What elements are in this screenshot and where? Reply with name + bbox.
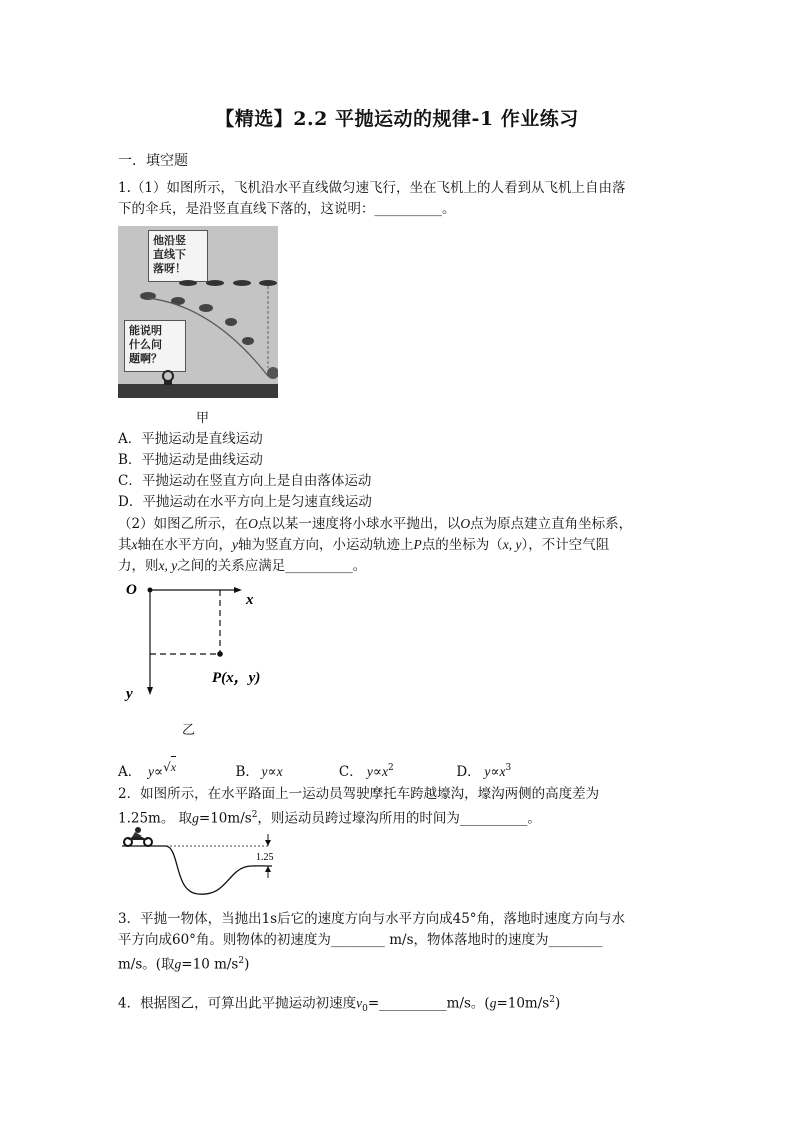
q1-part2-line3 xyxy=(118,555,366,577)
text-span: =10m/s xyxy=(198,810,252,827)
math-superscript: 2 xyxy=(549,995,555,1005)
text-span: 4．根据图乙，可算出此平抛运动初速度 xyxy=(118,995,357,1012)
photo-drawing xyxy=(118,226,278,398)
text-span: （2）如图乙所示，在 xyxy=(118,516,249,532)
text-span: ，则运动员跨过壕沟所用的时间为__________。 xyxy=(257,810,541,827)
math-symbol: x, y xyxy=(158,558,178,573)
text-span: 点的坐标为（ xyxy=(421,537,503,553)
q1-part2-line1 xyxy=(118,513,632,535)
math-symbol: x xyxy=(499,763,506,779)
q3-text-line1: 3．平抛一物体，当抛出1s后它的速度方向与水平方向成45°角，落地时速度方向与水 xyxy=(118,911,626,927)
motorcycle-icon xyxy=(124,827,152,846)
math-symbol: y xyxy=(148,763,154,779)
text-span: =__________m/s。( xyxy=(367,995,490,1012)
math-symbol: ∝ xyxy=(267,763,277,780)
math-symbol: y xyxy=(484,763,491,779)
option-c-label: C． xyxy=(338,763,363,780)
bubble-left-line: 什么问 xyxy=(129,338,162,351)
text-span: 其 xyxy=(118,537,132,553)
bubble-left-line: 能说明 xyxy=(129,324,162,337)
section-heading: 一．填空题 xyxy=(118,153,188,169)
text-span: 1.25m。 取 xyxy=(118,810,193,827)
option-a-label: A． xyxy=(118,763,142,780)
bubble-top-line: 直线下 xyxy=(153,248,186,261)
y-axis-label: y xyxy=(126,686,133,702)
bubble-left-line: 题啊？ xyxy=(129,352,162,365)
q3-text-line3 xyxy=(118,951,249,976)
text-span: 轴为竖直方向，小运动轨迹上 xyxy=(238,537,414,553)
figure-jia-caption: 甲 xyxy=(196,411,210,426)
text-span: 力，则 xyxy=(118,558,159,574)
text-span: 点以某一速度将小球水平抛出，以 xyxy=(257,516,461,532)
math-symbol: x xyxy=(171,756,176,778)
math-superscript: 3 xyxy=(505,763,512,773)
bubble-top-line: 落呀！ xyxy=(153,262,186,275)
height-label: 1.25 xyxy=(256,852,274,863)
q3-text-line2: 平方向成60°角。则物体的初速度为________ m/s，物体落地时的速度为________ xyxy=(118,932,603,948)
q1-text-line1: 1.（1）如图所示，飞机沿水平直线做匀速飞行，坐在飞机上的人看到从飞机上自由落 xyxy=(118,180,626,196)
math-symbol: ∝ xyxy=(490,763,500,780)
math-symbol: O xyxy=(248,516,258,531)
text-span: ），不计空气阻 xyxy=(521,537,610,553)
text-span: 轴在水平方向， xyxy=(137,537,232,553)
q4-text-line1 xyxy=(118,990,560,1020)
text-span: 点为原点建立直角坐标系， xyxy=(470,516,633,532)
math-superscript: 2 xyxy=(251,810,258,820)
math-superscript: 2 xyxy=(238,956,245,966)
math-symbol: ∝ xyxy=(372,763,383,780)
x-axis-label: x xyxy=(246,592,254,608)
figure-ditch-diagram xyxy=(118,826,288,906)
text-span: ) xyxy=(554,995,561,1012)
q2-text-line1: 2．如图所示，在水平路面上一运动员驾驶摩托车跨越壕沟，壕沟两侧的高度差为 xyxy=(118,786,600,802)
math-symbol: O xyxy=(460,516,471,531)
option-b-label: B． xyxy=(235,763,259,780)
math-symbol: g xyxy=(192,810,199,826)
math-symbol: x xyxy=(276,763,283,779)
text-span: =10m/s xyxy=(496,995,550,1012)
math-symbol: g xyxy=(489,995,497,1011)
bubble-top-line: 他沿竖 xyxy=(153,234,186,247)
q1-option-b: B．平抛运动是曲线运动 xyxy=(118,452,263,468)
q1-option-d: D．平抛运动在水平方向上是匀速直线运动 xyxy=(118,494,372,510)
q1-option-a: A．平抛运动是直线运动 xyxy=(118,431,263,447)
text-span: =10 m/s xyxy=(181,956,239,973)
page-title: 【精选】2.2 平抛运动的规律-1 作业练习 xyxy=(215,108,579,130)
q1-part2-line2 xyxy=(118,534,609,556)
text-span: ) xyxy=(244,956,250,973)
option-a-expr: √x xyxy=(163,761,223,783)
figure-yi-caption: 乙 xyxy=(182,723,196,738)
math-symbol: x xyxy=(382,763,389,779)
math-symbol: y xyxy=(261,763,268,779)
math-symbol: g xyxy=(174,956,182,972)
q1-part2-options xyxy=(118,758,511,783)
math-symbol: y xyxy=(232,537,238,552)
math-symbol: v xyxy=(356,995,363,1011)
math-symbol: y xyxy=(366,763,373,779)
point-p-label: P(x，y) xyxy=(212,670,261,686)
origin-label: O xyxy=(126,582,137,598)
math-superscript: 2 xyxy=(388,763,394,773)
figure-yi-diagram xyxy=(118,578,288,708)
q1-option-c: C．平抛运动在竖直方向上是自由落体运动 xyxy=(118,473,372,489)
figure-jia-photo xyxy=(118,226,278,398)
math-symbol: x, y xyxy=(502,537,522,552)
math-subscript: 0 xyxy=(362,1004,368,1015)
q1-text-line2: 下的伞兵，是沿竖直直线下落的，这说明：__________。 xyxy=(118,201,456,217)
math-symbol: x xyxy=(131,537,138,552)
math-symbol: ∝ xyxy=(154,763,164,780)
option-d-label: D． xyxy=(456,763,481,780)
text-span: 之间的关系应满足__________。 xyxy=(177,558,367,574)
text-span: m/s。(取 xyxy=(118,956,175,973)
math-symbol: P xyxy=(413,537,422,552)
